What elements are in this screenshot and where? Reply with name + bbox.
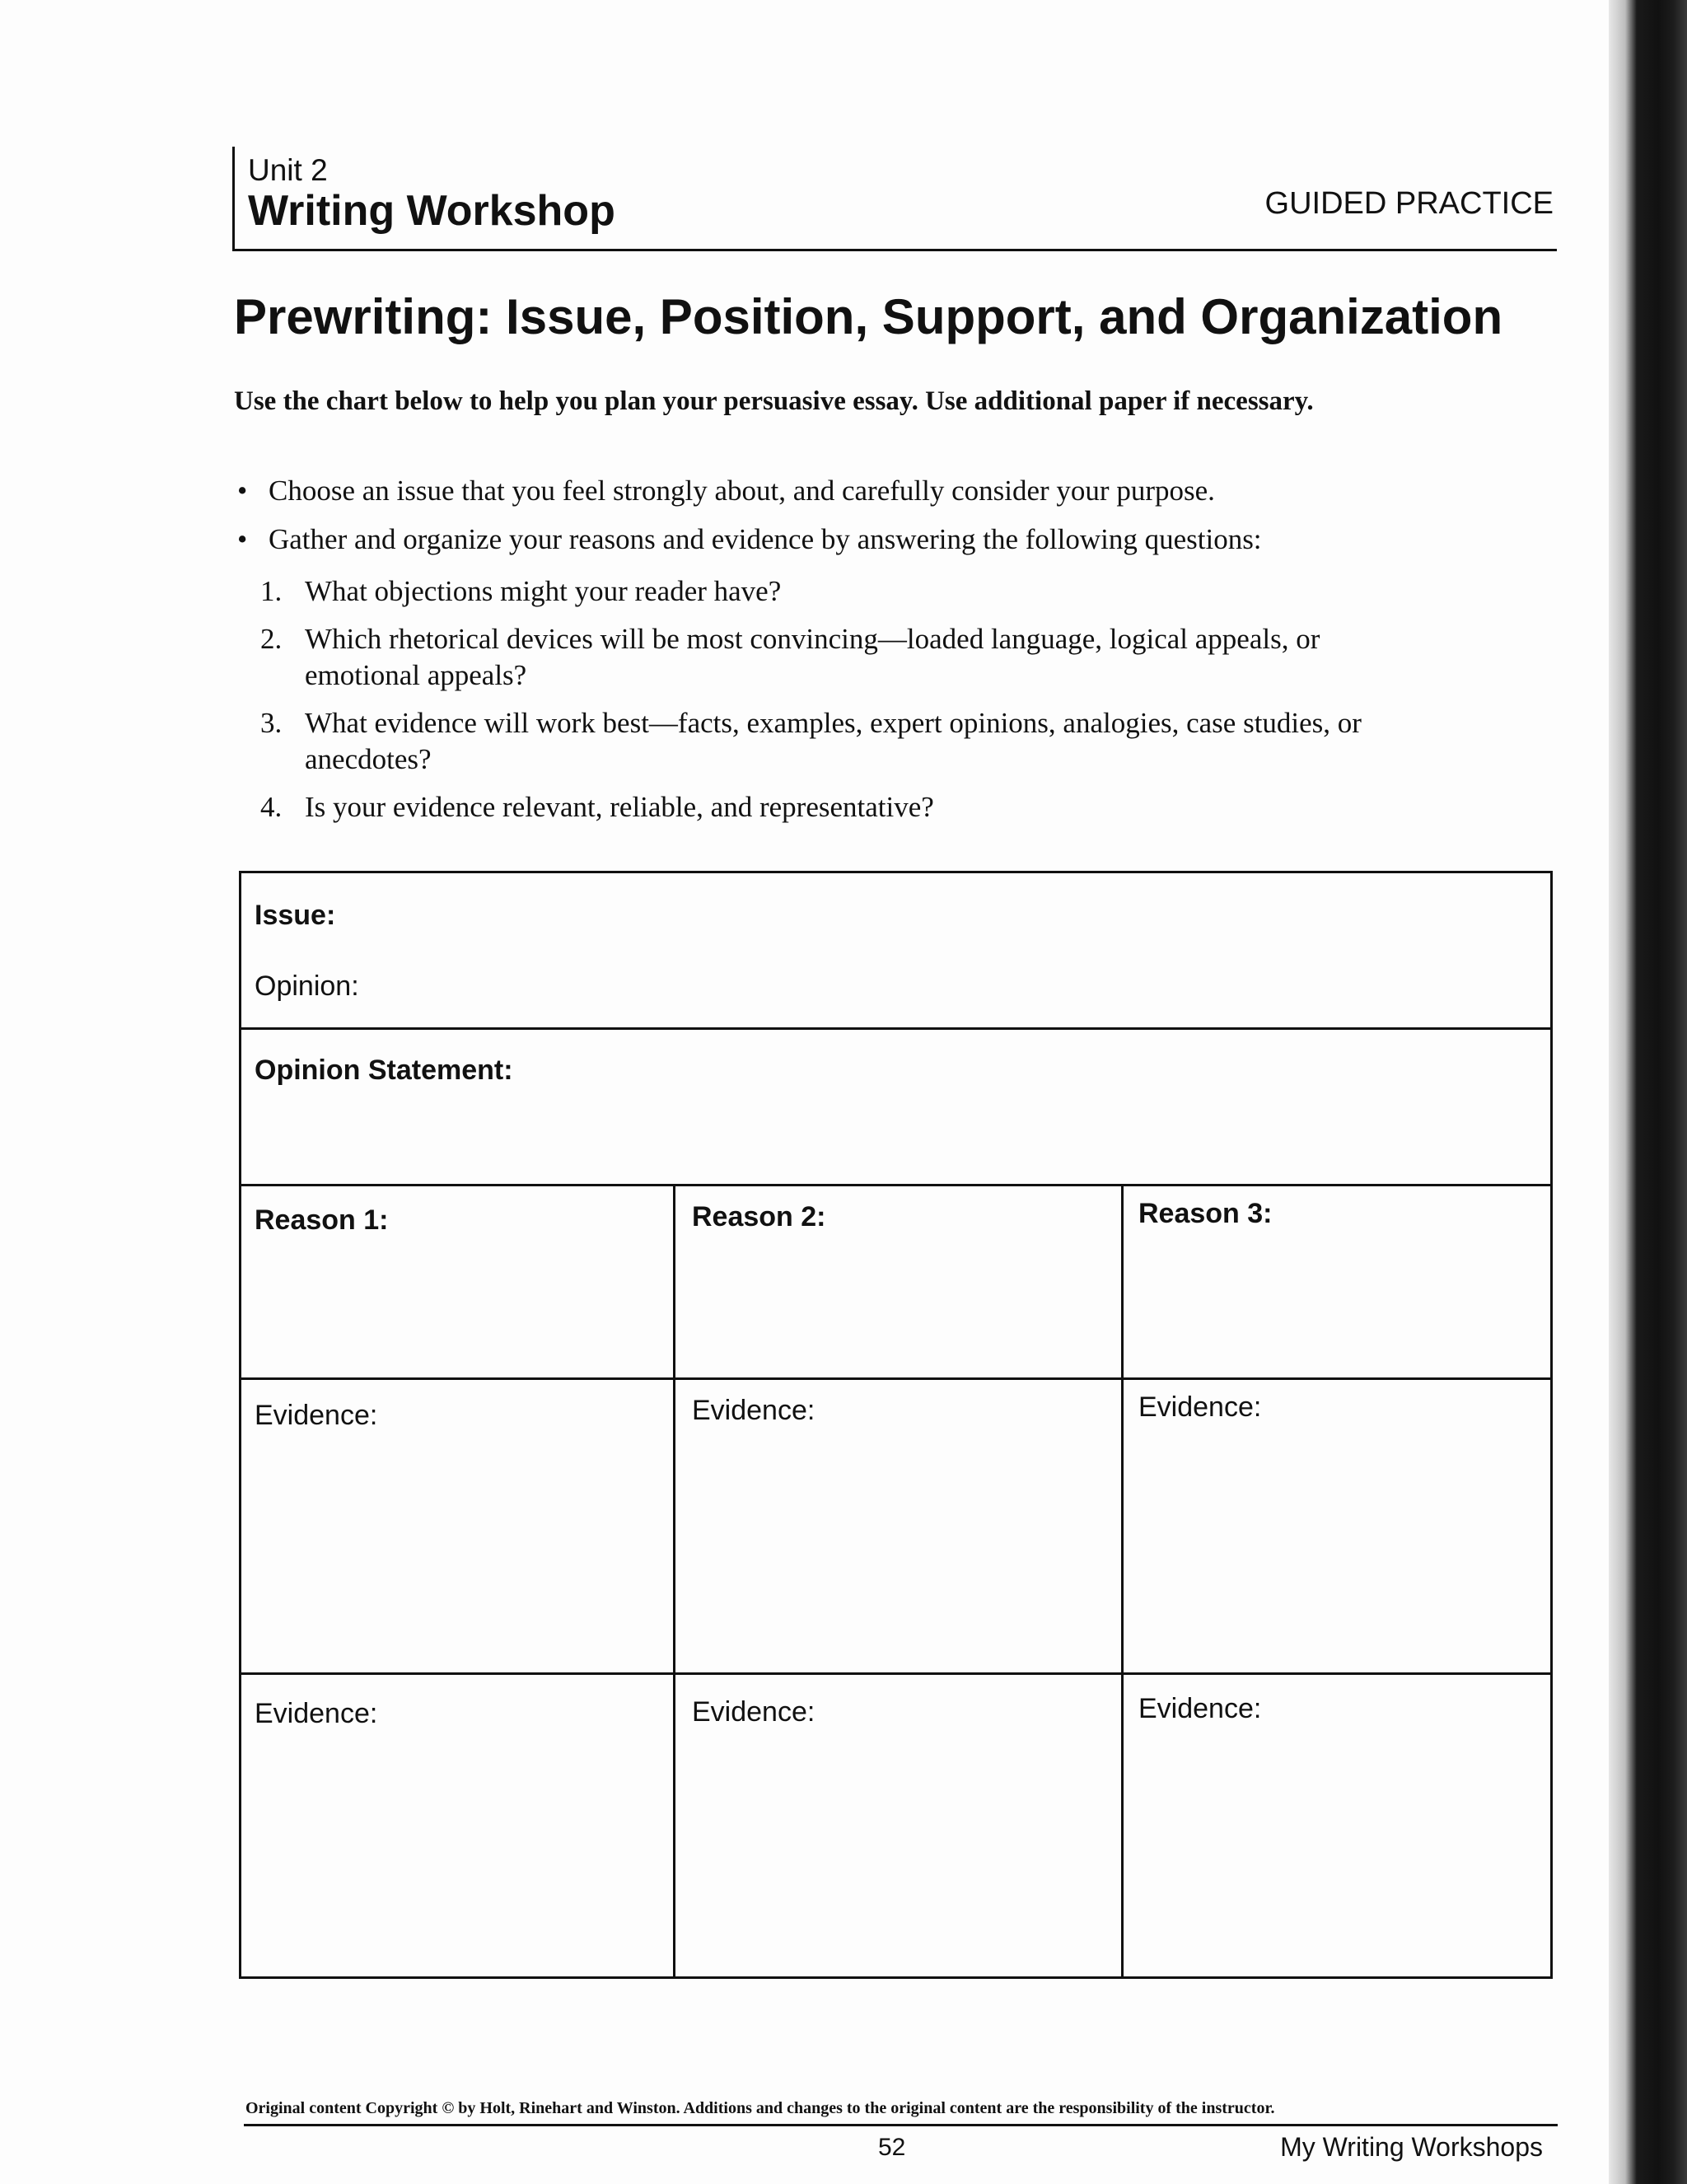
evidence-cell[interactable] bbox=[675, 1380, 1121, 1672]
page-number: 52 bbox=[878, 2134, 906, 2161]
copyright-notice: Original content Copyright © by Holt, Rinehart and Winston. Additions and changes to the original content are the responsibility of the instructor. bbox=[245, 2099, 1275, 2117]
unit-header bbox=[232, 147, 1557, 251]
unit-label: Unit 2 bbox=[248, 153, 328, 187]
evidence-label: Evidence: bbox=[692, 1395, 815, 1426]
evidence-cell[interactable] bbox=[241, 1675, 673, 1976]
evidence-label: Evidence: bbox=[1138, 1693, 1262, 1724]
question-item bbox=[255, 705, 1442, 778]
reason-3-label: Reason 3: bbox=[1138, 1198, 1273, 1229]
evidence-label: Evidence: bbox=[255, 1400, 378, 1431]
planning-chart bbox=[239, 871, 1553, 1979]
question-item bbox=[255, 621, 1442, 694]
reason-2-cell[interactable] bbox=[675, 1186, 1121, 1377]
issue-cell[interactable] bbox=[241, 873, 1550, 1030]
bullet-list bbox=[234, 473, 1568, 570]
question-number: 3. bbox=[260, 707, 283, 739]
question-text: Is your evidence relevant, reliable, and representative? bbox=[305, 791, 934, 823]
question-text: Which rhetorical devices will be most convincing—loaded language, logical appeals, or emotional appeals? bbox=[305, 623, 1320, 691]
section-label: GUIDED PRACTICE bbox=[1264, 186, 1554, 221]
footer-rule bbox=[244, 2124, 1558, 2126]
question-text: What objections might your reader have? bbox=[305, 575, 782, 607]
evidence-cell[interactable] bbox=[675, 1675, 1121, 1976]
question-list bbox=[255, 573, 1442, 837]
evidence-cell[interactable] bbox=[1124, 1675, 1550, 1976]
page-title: Prewriting: Issue, Position, Support, and Organization bbox=[234, 289, 1503, 344]
opinion-label: Opinion: bbox=[255, 970, 359, 1002]
book-title: My Writing Workshops bbox=[1280, 2132, 1543, 2162]
opinion-statement-cell[interactable] bbox=[241, 1030, 1550, 1186]
bullet-item bbox=[234, 521, 1568, 558]
question-number: 4. bbox=[260, 791, 283, 823]
evidence-cell[interactable] bbox=[1124, 1380, 1550, 1672]
issue-label: Issue: bbox=[255, 900, 336, 931]
evidence-cell[interactable] bbox=[241, 1380, 673, 1672]
bullet-text: Gather and organize your reasons and evidence by answering the following questions: bbox=[269, 523, 1262, 555]
question-number: 2. bbox=[260, 623, 283, 655]
workshop-title: Writing Workshop bbox=[248, 187, 615, 235]
question-item bbox=[255, 789, 1442, 825]
question-number: 1. bbox=[260, 575, 283, 607]
question-item bbox=[255, 573, 1442, 610]
reason-3-cell[interactable] bbox=[1124, 1186, 1550, 1377]
bullet-text: Choose an issue that you feel strongly about, and carefully consider your purpose. bbox=[269, 475, 1215, 507]
instructions: Use the chart below to help you plan your persuasive essay. Use additional paper if necessary. bbox=[234, 386, 1314, 416]
scan-edge-shadow bbox=[1609, 0, 1687, 2184]
evidence-label: Evidence: bbox=[1138, 1391, 1262, 1423]
evidence-label: Evidence: bbox=[255, 1698, 378, 1729]
bullet-icon: • bbox=[237, 523, 248, 555]
bullet-icon: • bbox=[237, 475, 248, 507]
evidence-label: Evidence: bbox=[692, 1696, 815, 1728]
bullet-item bbox=[234, 473, 1568, 509]
reason-2-label: Reason 2: bbox=[692, 1201, 826, 1232]
reason-1-cell[interactable] bbox=[241, 1186, 673, 1377]
opinion-statement-label: Opinion Statement: bbox=[255, 1055, 513, 1086]
question-text: What evidence will work best—facts, examples, expert opinions, analogies, case studies, or anecdotes? bbox=[305, 707, 1362, 775]
reason-1-label: Reason 1: bbox=[255, 1204, 389, 1236]
